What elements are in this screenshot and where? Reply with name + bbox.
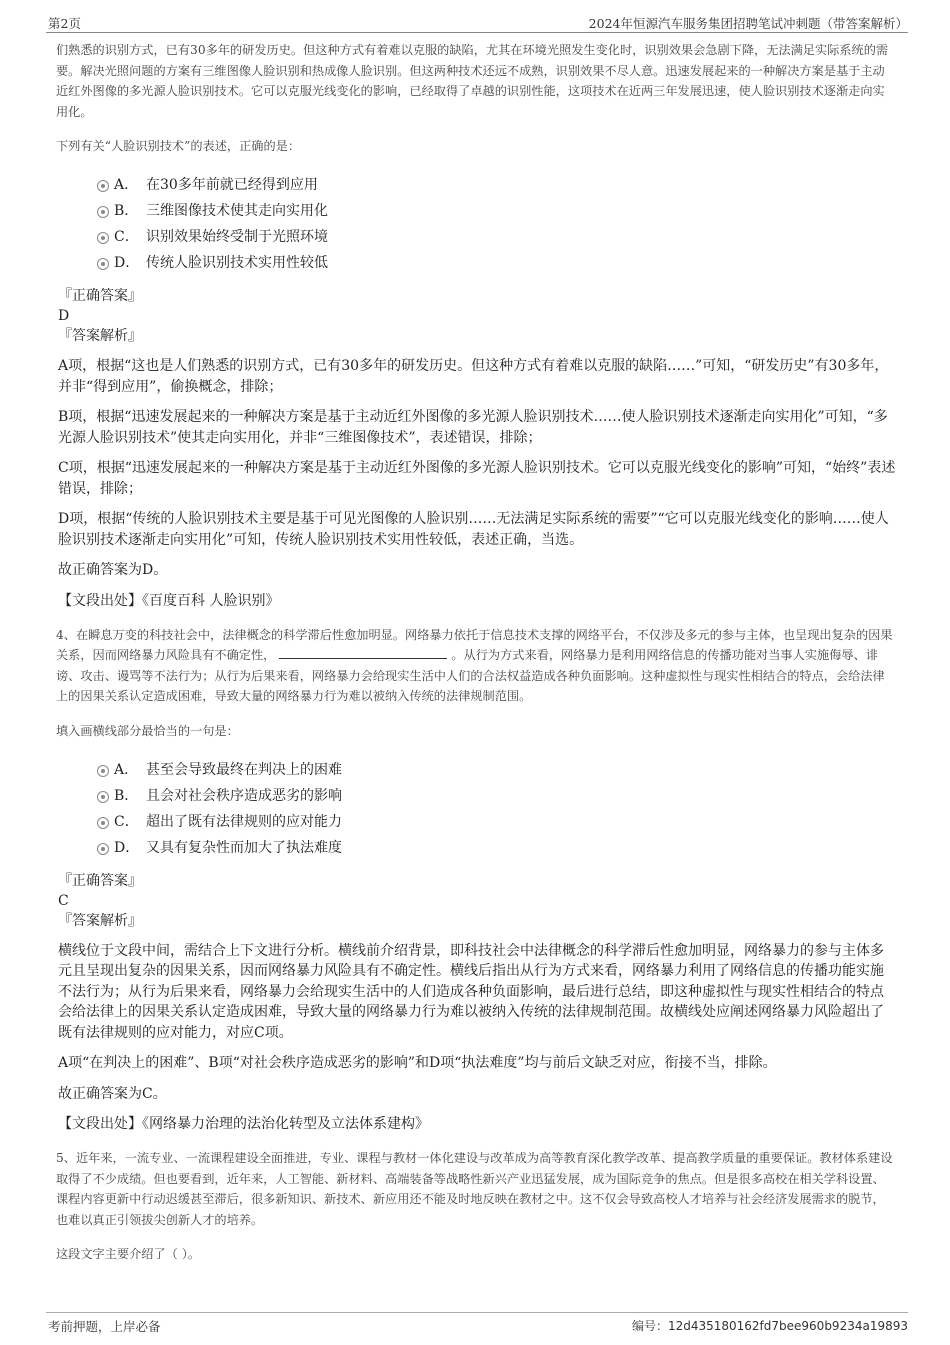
radio-icon[interactable]: [97, 791, 109, 803]
correct-answer-label: 『正确答案』: [58, 872, 142, 889]
question-3-answer: [58, 286, 896, 346]
radio-icon[interactable]: [97, 206, 109, 218]
option-d[interactable]: [96, 835, 896, 861]
question-4-passage: [56, 625, 896, 707]
document-code: [632, 1317, 908, 1334]
question-4: [56, 625, 896, 1135]
question-3: [56, 40, 896, 611]
analysis-label: 『答案解析』: [58, 328, 142, 344]
option-d[interactable]: [96, 250, 896, 276]
question-4-source: 【文段出处】《网络暴力治理的法治化转型及立法体系建构》: [58, 1116, 429, 1132]
option-text: 甚至会导致最终在判决上的困难: [146, 761, 342, 778]
document-content: [56, 40, 896, 1274]
option-b[interactable]: [96, 198, 896, 224]
option-text: 传统人脸识别技术实用性较低: [146, 255, 328, 271]
option-text: 在30多年前就已经得到应用: [146, 177, 318, 193]
radio-icon[interactable]: [97, 232, 109, 244]
radio-icon[interactable]: [97, 258, 109, 270]
option-text: 且会对社会秩序造成恶劣的影响: [146, 787, 342, 804]
option-b[interactable]: [96, 783, 896, 809]
analysis-paragraph: A项，根据“这也是人们熟悉的识别方式，已有30多年的研发历史。但这种方式有着难以克服的缺陷……”可知，“研发历史”有30多年，并非“得到应用”，偷换概念，排除；: [58, 358, 889, 395]
question-5: [56, 1148, 896, 1264]
question-3-analysis: [58, 356, 896, 581]
passage-after-blank: 。从行为方式来看，网络暴力是利用网络信息的传播功能对当事人实施侮辱、诽谤、攻击、谩骂等不法行为；从行为后果来看，网络暴力会给现实生活中人们的合法权益造成各种负面影响。这种虚拟性与现实性相结合的特点，会给法律上的因果关系认定造成困难，导致大量的网络暴力行为难以被纳入传统的法律规制范围。: [56, 648, 885, 703]
analysis-paragraph: 故正确答案为D。: [58, 562, 168, 578]
document-title: 2024年恒源汽车服务集团招聘笔试冲刺题（带答案解析）: [588, 16, 908, 31]
page-header: [46, 12, 908, 33]
question-5-prompt: 这段文字主要介绍了（ ）。: [56, 1247, 201, 1261]
analysis-paragraph: 横线位于文段中间，需结合上下文进行分析。横线前介绍背景，即科技社会中法律概念的科学滞后性愈加明显，网络暴力的参与主体多元且呈现出复杂的因果关系，因而网络暴力风险具有不确定性。横线后指出从行为方式来看，网络暴力利用了网络信息的传播功能实施不法行为；从行为后果来看，网络暴力会给现实生活中的人们造成各种负面影响，最后进行总结，即这种虚拟性与现实性相结合的特点会给法律上的因果关系认定造成困难，导致大量的网络暴力行为难以被纳入传统的法律规制范围。故横线处应阐述网络暴力风险超出了既有法律规则的应对能力，对应C项。: [58, 942, 884, 1041]
correct-answer-label: 『正确答案』: [58, 288, 142, 304]
option-a[interactable]: [96, 757, 896, 783]
option-letter: C．: [114, 229, 139, 245]
footer-slogan: 考前押题，上岸必备: [48, 1319, 161, 1334]
radio-icon[interactable]: [97, 180, 109, 192]
question-5-passage: 5、近年来，一流专业、一流课程建设全面推进，专业、课程与教材一体化建设与改革成为高等教育深化教学改革、提高教学质量的重要保证。教材体系建设取得了不少成绩。但也要看到，近年来，人工智能、新材料、高端装备等战略性新兴产业迅猛发展，成为国际竞争的焦点。但是很多高校在相关学科设置、课程内容更新中行动迟缓甚至滞后，很多新知识、新技术、新应用还不能及时地反映在教材之中。这不仅会导致高校人才培养与社会经济发展需求的脱节，也难以真正引领拔尖创新人才的培养。: [56, 1151, 893, 1227]
option-letter: D．: [114, 255, 140, 271]
option-letter: A．: [114, 761, 139, 778]
option-letter: A．: [114, 177, 139, 193]
option-a[interactable]: [96, 172, 896, 198]
option-text: 识别效果始终受制于光照环境: [146, 229, 328, 245]
question-3-source: 【文段出处】《百度百科 人脸识别》: [58, 592, 280, 609]
fill-blank: [279, 646, 447, 659]
option-text: 又具有复杂性而加大了执法难度: [146, 839, 342, 856]
code-value: 12d435180162fd7bee960b9234a19893: [667, 1319, 908, 1333]
option-letter: B．: [114, 203, 139, 219]
question-3-prompt: 下列有关“人脸识别技术”的表述，正确的是：: [56, 139, 301, 153]
analysis-paragraph: A项“在判决上的困难”、B项“对社会秩序造成恶劣的影响”和D项“执法难度”均与前后文缺乏对应，衔接不当，排除。: [58, 1055, 777, 1071]
passage-before-blank: 4、在瞬息万变的科技社会中，法律概念的科学滞后性愈加明显。网络暴力依托于信息技术支撑的网络平台，不仅涉及多元的参与主体，也呈现出复杂的因果关系，因而网络暴力风险具有不确定性，: [56, 627, 893, 662]
option-letter: D．: [114, 839, 140, 856]
question-4-analysis: [58, 941, 896, 1105]
analysis-label: 『答案解析』: [58, 912, 142, 929]
radio-icon[interactable]: [97, 765, 109, 777]
option-c[interactable]: [96, 809, 896, 835]
correct-answer-value: C: [58, 892, 69, 909]
question-4-options: [96, 757, 896, 861]
analysis-paragraph: 故正确答案为C。: [58, 1085, 167, 1102]
question-4-prompt: 填入画横线部分最恰当的一句是：: [56, 723, 239, 738]
option-text: 超出了既有法律规则的应对能力: [146, 813, 342, 830]
page-footer: [46, 1312, 908, 1335]
option-letter: C．: [114, 813, 139, 830]
analysis-paragraph: B项，根据“迅速发展起来的一种解决方案是基于主动近红外图像的多光源人脸识别技术……使人脸识别技术逐渐走向实用化”可知，“多光源人脸识别技术”使其走向实用化，并非“三维图像技术”，表述错误，排除；: [58, 409, 888, 446]
option-letter: B．: [114, 787, 139, 804]
option-text: 三维图像技术使其走向实用化: [146, 203, 328, 219]
correct-answer-value: D: [58, 308, 70, 324]
analysis-paragraph: D项，根据“传统的人脸识别技术主要是基于可见光图像的人脸识别……无法满足实际系统的需要”“它可以克服光线变化的影响……使人脸识别技术逐渐走向实用化”可知，传统人脸识别技术实用性较低，表述正确，当选。: [58, 511, 889, 548]
radio-icon[interactable]: [97, 843, 109, 855]
question-3-passage: 们熟悉的识别方式，已有30多年的研发历史。但这种方式有着难以克服的缺陷，尤其在环境光照发生变化时，识别效果会急剧下降，无法满足实际系统的需要。解决光照问题的方案有三维图像人脸识别和热成像人脸识别。但这两种技术还远不成熟，识别效果不尽人意。迅速发展起来的一种解决方案是基于主动近红外图像的多光源人脸识别技术。它可以克服光线变化的影响，已经取得了卓越的识别性能，这项技术在近两三年发展迅速，使人脸识别技术逐渐走向实用化。: [56, 43, 889, 119]
analysis-paragraph: C项，根据“迅速发展起来的一种解决方案是基于主动近红外图像的多光源人脸识别技术。它可以克服光线变化的影响”可知，“始终”表述错误，排除；: [58, 460, 896, 497]
code-label: 编号：: [631, 1319, 668, 1333]
question-4-answer: [58, 871, 896, 931]
option-c[interactable]: [96, 224, 896, 250]
page-number: 第2页: [48, 16, 81, 31]
question-3-options: [96, 172, 896, 276]
radio-icon[interactable]: [97, 817, 109, 829]
